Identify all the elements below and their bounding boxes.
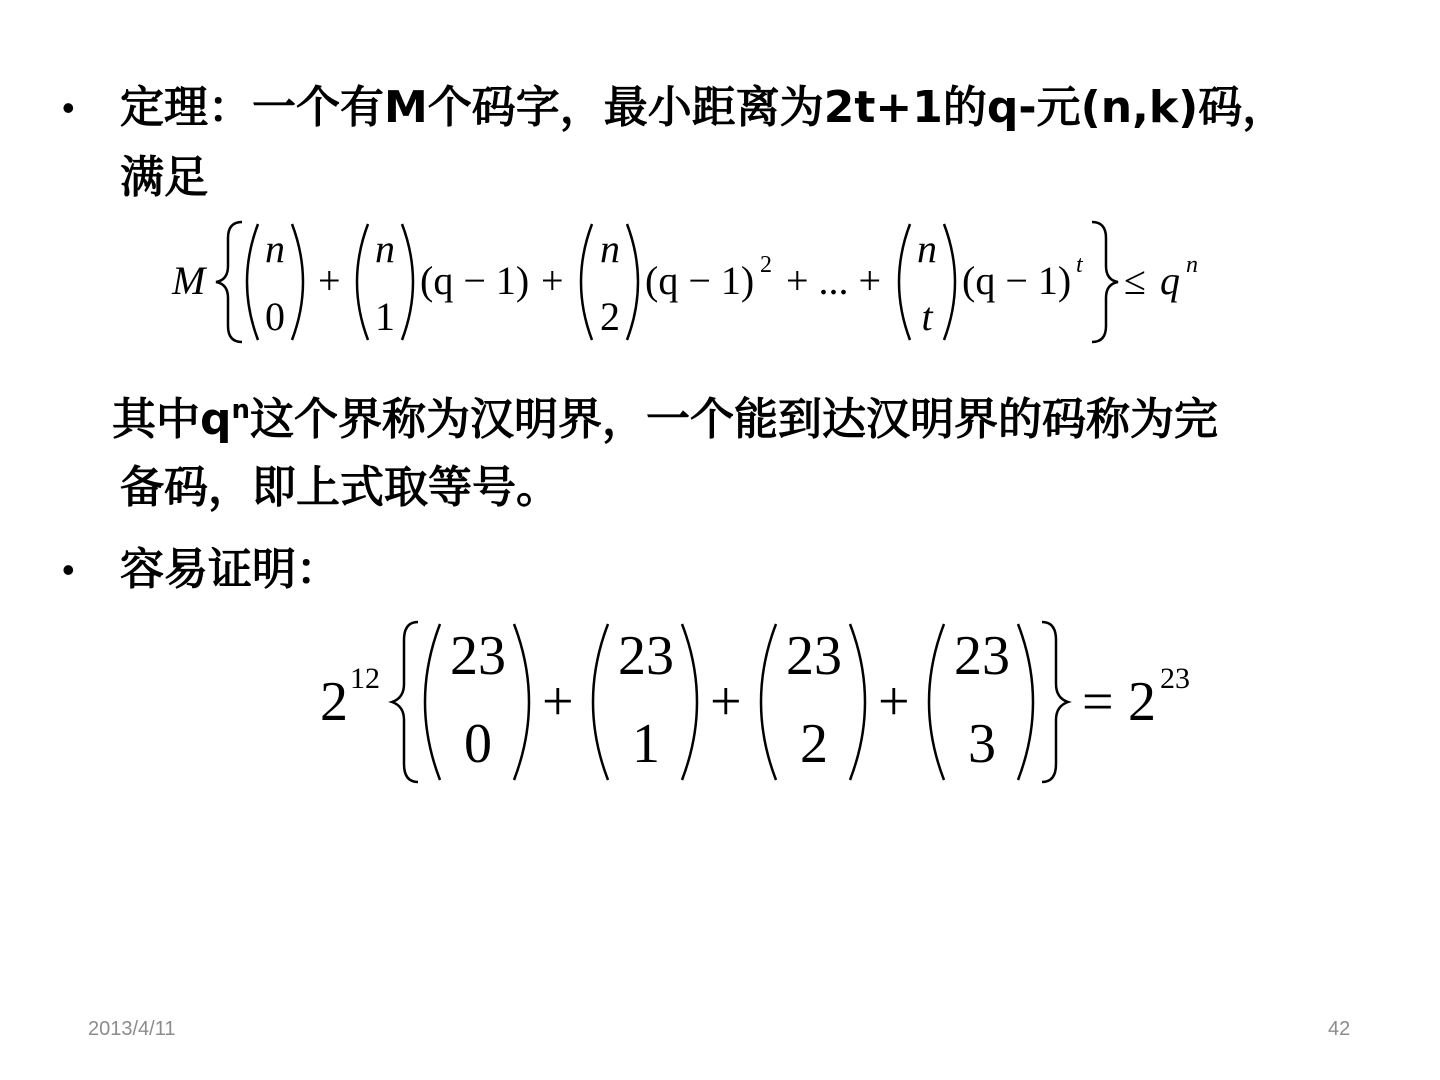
hamming-note-sup: n (231, 395, 251, 425)
binom2-1-right-paren (514, 624, 529, 780)
formula1-relation: ≤ (1124, 258, 1146, 303)
theorem-line-2: 满足 (120, 152, 208, 203)
binom2-4-left-paren (929, 624, 944, 780)
binom2-1-left-paren (425, 624, 440, 780)
svg-text:+: + (541, 258, 564, 303)
proof-label: 容易证明： (120, 544, 340, 595)
binom-1-left-paren (247, 224, 258, 340)
binom-4-top: n (917, 226, 937, 271)
hamming-note-prefix: 其中q (112, 394, 232, 445)
binom2-3-top: 23 (786, 625, 842, 687)
binom2-2-top: 23 (618, 625, 674, 687)
footer-date: 2013/4/11 (88, 1018, 176, 1040)
binom2-4-right-paren (1018, 624, 1033, 780)
formula1-ellipsis: + ... + (786, 258, 882, 303)
bullet-2: • (62, 549, 75, 590)
binom-4-right-paren (944, 224, 955, 340)
binom-3-factor-exp: 2 (760, 252, 772, 278)
binom-2-right-paren (402, 224, 413, 340)
formula2-lead-exp: 12 (350, 662, 380, 695)
theorem-line-1: 定理：一个有M个码字，最小距离为2t+1的q-元(n,k)码， (120, 82, 1287, 133)
formula1-left-brace (216, 222, 242, 342)
binom-4-bottom: t (921, 294, 933, 339)
binom-3-bottom: 2 (600, 294, 620, 339)
binom-2-factor: (q − 1) (420, 258, 530, 303)
hamming-note-line-1 (112, 394, 1219, 445)
hamming-note-suffix: 这个界称为汉明界，一个能到达汉明界的码称为完 (250, 394, 1219, 445)
formula2-lead: 2 (320, 671, 348, 733)
binom2-1-top: 23 (450, 625, 506, 687)
binom-3-left-paren (581, 224, 592, 340)
hamming-note-line-2: 备码，即上式取等号。 (120, 462, 560, 513)
formula1-rhs: q (1160, 258, 1180, 303)
formula1-right-brace (1092, 222, 1118, 342)
formula2-rhs-exp: 23 (1160, 662, 1190, 695)
binom-3-top: n (600, 226, 620, 271)
formula2-right-brace (1042, 622, 1068, 782)
formula1-lead: M (172, 258, 206, 303)
binom-2-bottom: 1 (375, 294, 395, 339)
binom-4-left-paren (899, 224, 910, 340)
binom-1-right-paren (292, 224, 303, 340)
binom-1-bottom: 0 (265, 294, 285, 339)
binom-2-left-paren (357, 224, 368, 340)
binom-3-factor: (q − 1) (645, 258, 755, 303)
binom2-4-bottom: 3 (968, 713, 996, 775)
golay-formula (0, 612, 1440, 792)
hamming-bound-formula (0, 214, 1440, 354)
binom2-2-bottom: 1 (632, 713, 660, 775)
binom2-2-right-paren (682, 624, 697, 780)
binom2-3-right-paren (850, 624, 865, 780)
binom2-1-bottom: 0 (464, 713, 492, 775)
formula2-relation: = (1082, 671, 1114, 733)
binom-2-top: n (375, 226, 395, 271)
svg-text:+: + (542, 671, 574, 733)
footer-page-number: 42 (1328, 1018, 1351, 1040)
svg-text:+: + (318, 258, 341, 303)
bullet-1: • (62, 87, 75, 128)
binom-4-factor-exp: t (1076, 252, 1083, 278)
svg-text:+: + (710, 671, 742, 733)
binom2-4-top: 23 (954, 625, 1010, 687)
binom2-3-left-paren (761, 624, 776, 780)
svg-text:+: + (878, 671, 910, 733)
binom-3-right-paren (627, 224, 638, 340)
formula1-rhs-exp: n (1186, 252, 1198, 278)
formula2-left-brace (392, 622, 418, 782)
formula2-rhs: 2 (1128, 671, 1156, 733)
binom-1-top: n (265, 226, 285, 271)
binom-4-factor: (q − 1) (962, 258, 1072, 303)
binom2-3-bottom: 2 (800, 713, 828, 775)
binom2-2-left-paren (593, 624, 608, 780)
